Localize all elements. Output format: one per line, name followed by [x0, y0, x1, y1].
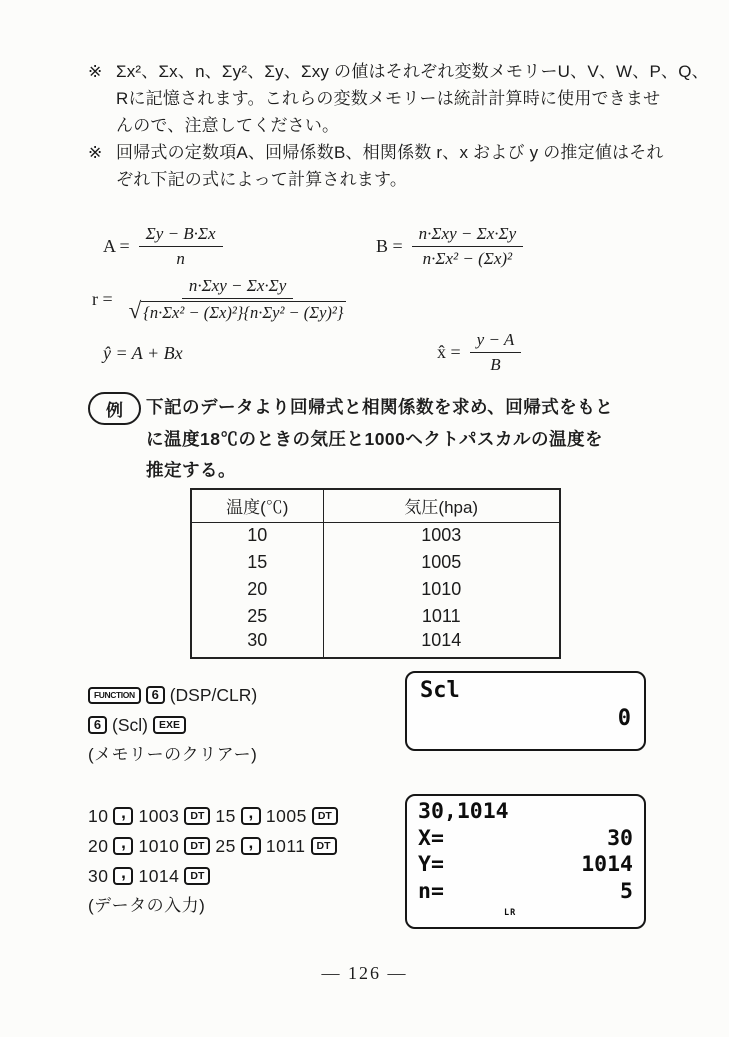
- note-line: ぞれ下記の式によって計算されます。: [116, 170, 408, 189]
- input-number: 1010: [138, 836, 180, 856]
- input-number: 1003: [138, 806, 180, 826]
- note-marker: ※: [88, 143, 103, 162]
- digit-6-key: 6: [146, 686, 165, 704]
- note-regression-terms: [88, 139, 673, 193]
- numerator: y − A: [470, 330, 522, 353]
- lcd-display-scl: [405, 671, 646, 751]
- lcd-line: [418, 826, 633, 853]
- dt-key: DT: [184, 837, 210, 855]
- radical-sign: √: [128, 298, 142, 323]
- formula-lhs: A =: [103, 236, 130, 256]
- lcd-text: 30,1014: [418, 799, 509, 824]
- example-line: 下記のデータより回帰式と相関係数を求め、回帰式をもと: [146, 397, 614, 417]
- lcd-text: Scl: [420, 678, 460, 703]
- table-header-row: [191, 489, 560, 522]
- cell-pressure: 1014: [421, 630, 462, 650]
- example-line: 推定する。: [146, 460, 236, 480]
- note-line: Rに記憶されます。これらの変数メモリーは統計計算時に使用できませ: [116, 89, 661, 108]
- cell-pressure: 1005: [421, 552, 462, 572]
- example-statement: [146, 392, 676, 487]
- input-number: 1011: [265, 836, 306, 856]
- table-row: [191, 522, 560, 549]
- formula-coefficient-B: [376, 224, 523, 269]
- denominator: n·Σx² − (Σx)²: [422, 249, 513, 268]
- key-sequence-line: [88, 712, 257, 738]
- note-line: 回帰式の定数項A、回帰係数B、相関係数 r、x および y の推定値はそれ: [116, 143, 664, 162]
- denominator: B: [490, 355, 501, 374]
- lcd-value: 0: [617, 706, 631, 731]
- step-caption: (メモリーのクリアー): [88, 745, 258, 764]
- key-sequence-line: [88, 682, 257, 708]
- comma-key: ,: [241, 837, 261, 855]
- input-number: 20: [88, 836, 109, 856]
- function-key: FUNCTION: [88, 687, 141, 704]
- formula-y-estimate: ŷ = A + Bx: [103, 343, 183, 363]
- key-annotation: (Scl): [112, 715, 148, 735]
- input-number: 15: [215, 806, 236, 826]
- step-caption: (データの入力): [88, 896, 206, 915]
- fraction: [470, 330, 522, 375]
- keystep-data-input: [88, 803, 338, 919]
- square-root: [128, 298, 347, 323]
- formula-constant-A: [103, 224, 223, 269]
- numerator: n·Σxy − Σx·Σy: [182, 276, 293, 299]
- input-number: 10: [88, 806, 109, 826]
- formula-x-estimate: [437, 330, 521, 375]
- radicand: {n·Σx² − (Σx)²}{n·Σy² − (Σy)²}: [141, 301, 346, 323]
- cell-temperature: 10: [191, 522, 323, 549]
- notes-section: [88, 58, 709, 193]
- cell-temperature: 30: [191, 630, 323, 658]
- denominator: [122, 299, 354, 323]
- header-pressure: 気圧(hpa): [323, 489, 560, 522]
- lcd-value: 1014: [581, 852, 633, 877]
- keystep-memory-clear: [88, 682, 257, 768]
- key-annotation: (DSP/CLR): [169, 685, 258, 705]
- dt-key: DT: [311, 837, 337, 855]
- lcd-label: n=: [418, 878, 444, 904]
- formula-lhs: r =: [92, 289, 113, 309]
- lcd-label: X=: [418, 825, 444, 851]
- key-sequence-line: [88, 803, 338, 829]
- table-row: [191, 576, 560, 603]
- note-marker: ※: [88, 62, 103, 81]
- fraction: [122, 276, 354, 323]
- formula-lhs: x̂ =: [437, 342, 461, 362]
- lcd-line: [418, 799, 633, 826]
- comma-key: ,: [113, 837, 133, 855]
- fraction: [139, 224, 223, 269]
- exe-key: EXE: [153, 716, 186, 734]
- note-memory-warning: [88, 58, 709, 139]
- formula-correlation-r: [92, 276, 353, 323]
- input-number: 1005: [265, 806, 307, 826]
- header-temperature: 温度(℃): [191, 489, 323, 522]
- cell-temperature: 25: [191, 603, 323, 630]
- input-number: 30: [88, 866, 109, 886]
- lcd-mode-indicator: LR: [504, 908, 517, 918]
- cell-pressure: 1003: [421, 525, 462, 546]
- comma-key: ,: [113, 807, 133, 825]
- example-line: に温度18℃のときの気圧と1000ヘクトパスカルの温度を: [146, 428, 604, 449]
- dt-key: DT: [184, 807, 210, 825]
- cell-pressure: 1010: [421, 579, 462, 599]
- comma-key: ,: [241, 807, 261, 825]
- lcd-display-data: [405, 794, 646, 929]
- formula-lhs: B =: [376, 236, 403, 256]
- cell-temperature: 15: [191, 549, 323, 576]
- page-number: — 126 —: [321, 963, 408, 983]
- lcd-line: [418, 852, 633, 879]
- digit-6-key: 6: [88, 716, 107, 734]
- numerator: Σy − B·Σx: [139, 224, 223, 247]
- table-row: [191, 603, 560, 630]
- numerator: n·Σxy − Σx·Σy: [412, 224, 523, 247]
- table-row: [191, 630, 560, 658]
- note-line: んので、注意してください。: [116, 116, 340, 135]
- note-line: Σx²、Σx、n、Σy²、Σy、Σxy の値はそれぞれ変数メモリーU、V、W、P、Q、: [116, 62, 709, 81]
- comma-key: ,: [113, 867, 133, 885]
- cell-temperature: 20: [191, 576, 323, 603]
- lcd-line: [418, 879, 633, 906]
- example-badge: 例: [88, 392, 141, 425]
- fraction: [412, 224, 523, 269]
- dt-key: DT: [184, 867, 210, 885]
- temperature-pressure-table: [190, 488, 561, 659]
- table-row: [191, 549, 560, 576]
- denominator: n: [176, 249, 185, 268]
- lcd-value: 30: [607, 825, 633, 851]
- input-number: 25: [215, 836, 236, 856]
- lcd-value: 5: [620, 878, 633, 904]
- input-number: 1014: [138, 866, 180, 886]
- lcd-label: Y=: [418, 852, 444, 877]
- key-sequence-line: [88, 833, 338, 859]
- key-sequence-line: [88, 863, 338, 889]
- cell-pressure: 1011: [421, 606, 461, 626]
- dt-key: DT: [312, 807, 338, 825]
